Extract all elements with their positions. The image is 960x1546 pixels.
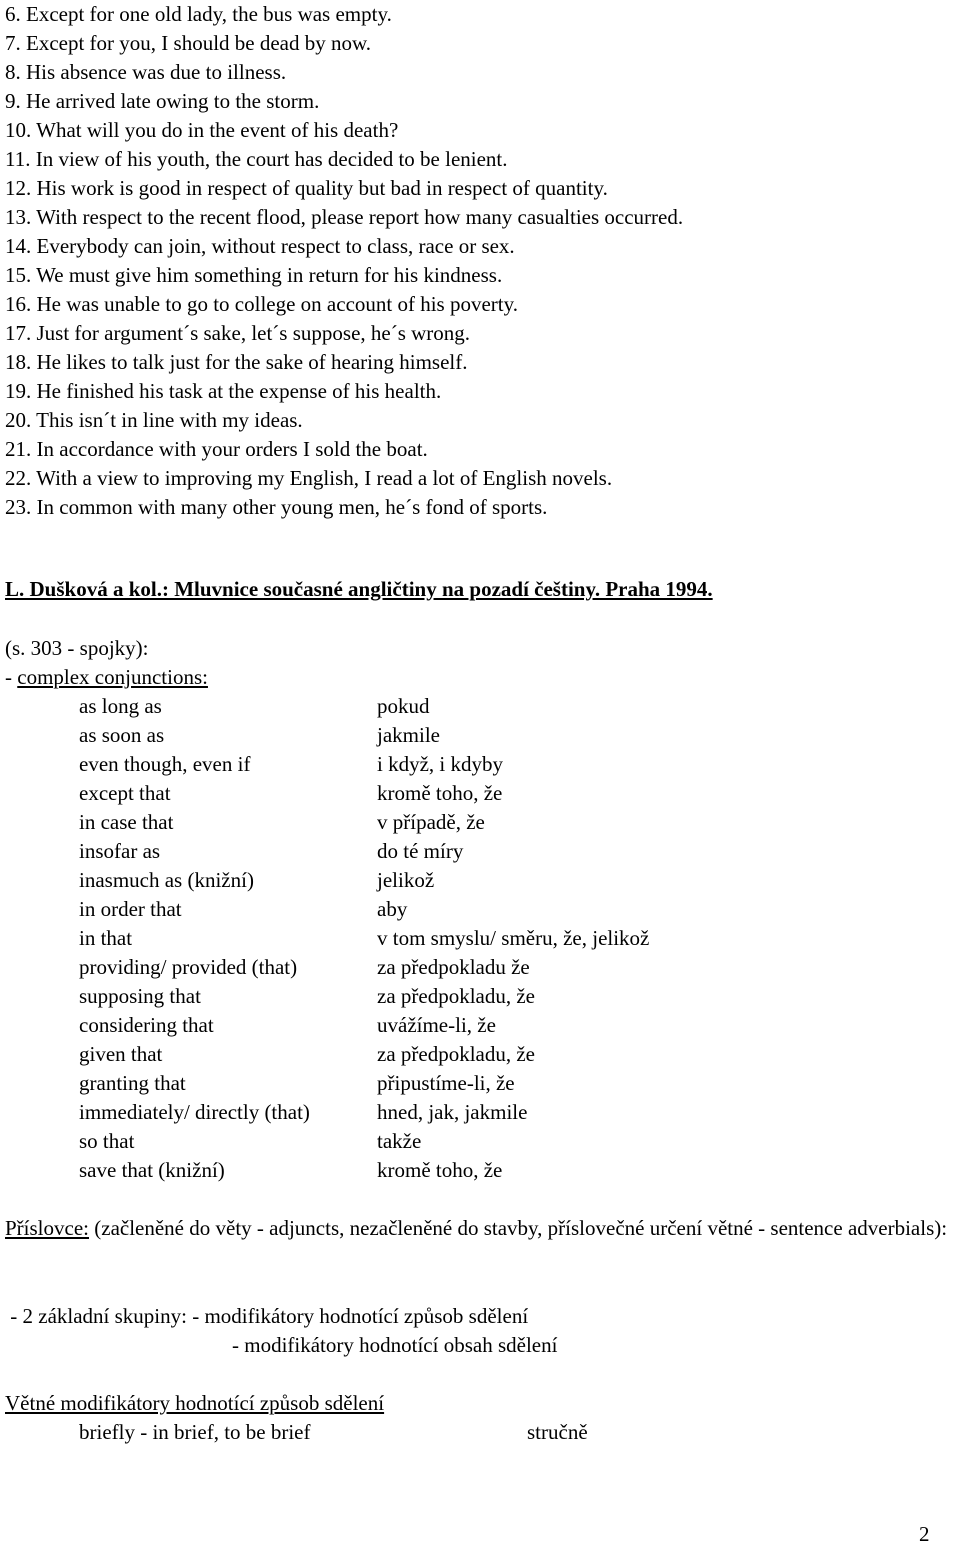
conjunction-czech: pokud bbox=[377, 694, 430, 718]
example-sentence: 11. In view of his youth, the court has decided to be lenient. bbox=[5, 147, 508, 171]
modifier-example-czech: stručně bbox=[527, 1420, 588, 1444]
conjunction-english: save that (knižní) bbox=[79, 1158, 225, 1182]
example-sentence: 17. Just for argument´s sake, let´s suppose, he´s wrong. bbox=[5, 321, 471, 345]
conjunction-english: so that bbox=[79, 1129, 135, 1153]
conjunction-czech: za předpokladu, že bbox=[377, 984, 536, 1008]
conjunction-czech: v případě, že bbox=[377, 810, 485, 834]
complex-conjunctions-label: complex conjunctions: bbox=[17, 665, 208, 689]
conjunction-czech: jakmile bbox=[377, 723, 440, 747]
conjunction-czech: aby bbox=[377, 897, 408, 921]
example-sentence: 13. With respect to the recent flood, please report how many casualties occurred. bbox=[5, 205, 684, 229]
conjunction-english: providing/ provided (that) bbox=[79, 955, 298, 979]
conjunction-czech: v tom smyslu/ směru, že, jelikož bbox=[377, 926, 650, 950]
complex-conjunctions-heading bbox=[5, 667, 208, 688]
example-sentence: 6. Except for one old lady, the bus was empty. bbox=[5, 2, 392, 26]
conjunction-english: supposing that bbox=[79, 984, 201, 1008]
conjunction-english: given that bbox=[79, 1042, 163, 1066]
example-sentence: 9. He arrived late owing to the storm. bbox=[5, 89, 320, 113]
example-sentence: 20. This isn´t in line with my ideas. bbox=[5, 408, 303, 432]
example-sentence: 19. He finished his task at the expense of his health. bbox=[5, 379, 442, 403]
conjunction-english: inasmuch as (knižní) bbox=[79, 868, 254, 892]
example-sentence: 7. Except for you, I should be dead by now. bbox=[5, 31, 372, 55]
conjunction-english: except that bbox=[79, 781, 171, 805]
conjunction-english: as long as bbox=[79, 694, 162, 718]
example-sentence: 14. Everybody can join, without respect to class, race or sex. bbox=[5, 234, 515, 258]
conjunction-english: in that bbox=[79, 926, 133, 950]
conjunction-english: as soon as bbox=[79, 723, 165, 747]
page-number: 2 bbox=[919, 1522, 930, 1546]
modifier-example-english: briefly - in brief, to be brief bbox=[79, 1420, 311, 1444]
conjunction-czech: i když, i kdyby bbox=[377, 752, 503, 776]
modifiers-heading: Větné modifikátory hodnotící způsob sdělení bbox=[5, 1391, 385, 1415]
bibliographic-reference: L. Dušková a kol.: Mluvnice současné angličtiny na pozadí češtiny. Praha 1994. bbox=[5, 577, 713, 601]
example-sentence: 10. What will you do in the event of his death? bbox=[5, 118, 399, 142]
conjunction-czech: takže bbox=[377, 1129, 422, 1153]
page-reference: (s. 303 - spojky): bbox=[5, 636, 149, 660]
conjunction-english: immediately/ directly (that) bbox=[79, 1100, 310, 1124]
example-sentence: 8. His absence was due to illness. bbox=[5, 60, 287, 84]
example-sentence: 16. He was unable to go to college on account of his poverty. bbox=[5, 292, 519, 316]
example-sentence: 15. We must give him something in return for his kindness. bbox=[5, 263, 503, 287]
conjunction-english: considering that bbox=[79, 1013, 214, 1037]
conjunction-english: even though, even if bbox=[79, 752, 251, 776]
conjunction-czech: uvážíme-li, že bbox=[377, 1013, 496, 1037]
groups-line-2: - modifikátory hodnotící obsah sdělení bbox=[232, 1333, 558, 1357]
dash-prefix: - bbox=[5, 665, 18, 689]
conjunction-english: in case that bbox=[79, 810, 174, 834]
example-sentence: 12. His work is good in respect of quality but bad in respect of quantity. bbox=[5, 176, 608, 200]
example-sentence: 18. He likes to talk just for the sake of hearing himself. bbox=[5, 350, 468, 374]
conjunction-czech: kromě toho, že bbox=[377, 781, 503, 805]
conjunction-czech: připustíme-li, že bbox=[377, 1071, 515, 1095]
conjunction-czech: jelikož bbox=[377, 868, 435, 892]
adverbs-label: Příslovce: bbox=[5, 1216, 89, 1240]
groups-line-1: - 2 základní skupiny: - modifikátory hodnotící způsob sdělení bbox=[5, 1304, 529, 1328]
conjunction-czech: do té míry bbox=[377, 839, 464, 863]
conjunction-czech: za předpokladu že bbox=[377, 955, 530, 979]
conjunction-czech: kromě toho, že bbox=[377, 1158, 503, 1182]
example-sentence: 23. In common with many other young men, he´s fond of sports. bbox=[5, 495, 548, 519]
conjunction-czech: za předpokladu, že bbox=[377, 1042, 536, 1066]
conjunction-english: granting that bbox=[79, 1071, 186, 1095]
conjunction-english: in order that bbox=[79, 897, 182, 921]
example-sentence: 21. In accordance with your orders I sold the boat. bbox=[5, 437, 428, 461]
conjunction-english: insofar as bbox=[79, 839, 161, 863]
conjunction-czech: hned, jak, jakmile bbox=[377, 1100, 528, 1124]
adverbs-description: (začleněné do věty - adjuncts, nezačleněné do stavby, příslovečné určení větné - sentence adverbials): bbox=[89, 1216, 948, 1240]
adverbs-paragraph bbox=[5, 1214, 957, 1243]
example-sentence: 22. With a view to improving my English, I read a lot of English novels. bbox=[5, 466, 613, 490]
